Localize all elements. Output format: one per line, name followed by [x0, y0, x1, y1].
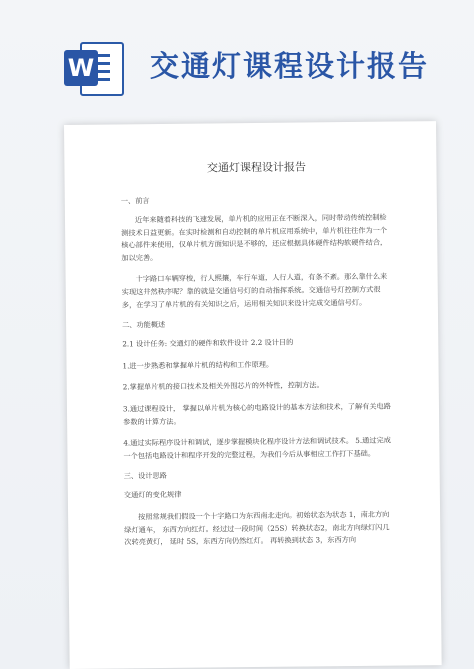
document-page — [64, 121, 442, 669]
paragraph: 按照常规我们假设一个十字路口为东西南北走向。初始状态为状态 1，南北方向绿灯通车， 东西方向红灯。经过过一段时间（25S）转换状态2，南北方向绿灯闪几次转亮黄灯， 延时 5S，东西方向仍然红灯。 再转换到状态 3，东西方向 — [124, 509, 390, 547]
paragraph: 2.掌握单片机的接口技术及相关外围芯片的外特性，控制方法。 — [122, 380, 324, 392]
document-body — [120, 158, 396, 559]
paragraph: 1.进一步熟悉和掌握单片机的结构和工作原理。 — [122, 359, 274, 371]
word-logo-letter: W — [64, 50, 98, 86]
banner-title: 交通灯课程设计报告 — [150, 49, 430, 83]
paragraph: 2.1 设计任务: 交通灯的硬件和软件设计 2.2 设计目的 — [122, 337, 294, 349]
paragraph: 近年来随着科技的飞速发展，单片机的应用正在不断深入，同时带动传统控制检测技术日益更新。在实时检测和自动控制的单片机应用系统中，单片机往往作为一个核心部件来使用，仅单片机方面知识是不够的，还应根据具体硬件结构软硬件结合，加以完善。 — [121, 212, 388, 263]
section-heading: 二、功能概述 — [122, 320, 166, 330]
document-title: 交通灯课程设计报告 — [206, 160, 307, 175]
paragraph: 交通灯的变化规律 — [123, 490, 182, 500]
section-heading: 三、设计思路 — [123, 471, 167, 481]
document-content — [121, 194, 397, 550]
paragraph: 十字路口车辆穿梭，行人熙攘，车行车道，人行人道，有条不紊。那么靠什么来实现这井然秩序呢？靠的就是交通信号灯的自动指挥系统。交通信号灯控制方式很多，在学习了单片机的有关知识之后，运用相关知识来设计完成交通信号灯。 — [121, 271, 388, 309]
banner — [0, 0, 474, 118]
section-heading: 一、前言 — [120, 196, 150, 206]
paragraph: 3.通过课程设计， 掌握以单片机为核心的电路设计的基本方法和技术，了解有关电路参数的计算方法。 — [122, 401, 391, 426]
word-document-icon — [64, 40, 126, 98]
paragraph: 4.通过实际程序设计和调试，逐步掌握模块化程序设计方法和调试技术。 5.通过完成一个包括电路设计和程序开发的完整过程，为我们今后从事相应工作打下基础。 — [123, 435, 391, 461]
